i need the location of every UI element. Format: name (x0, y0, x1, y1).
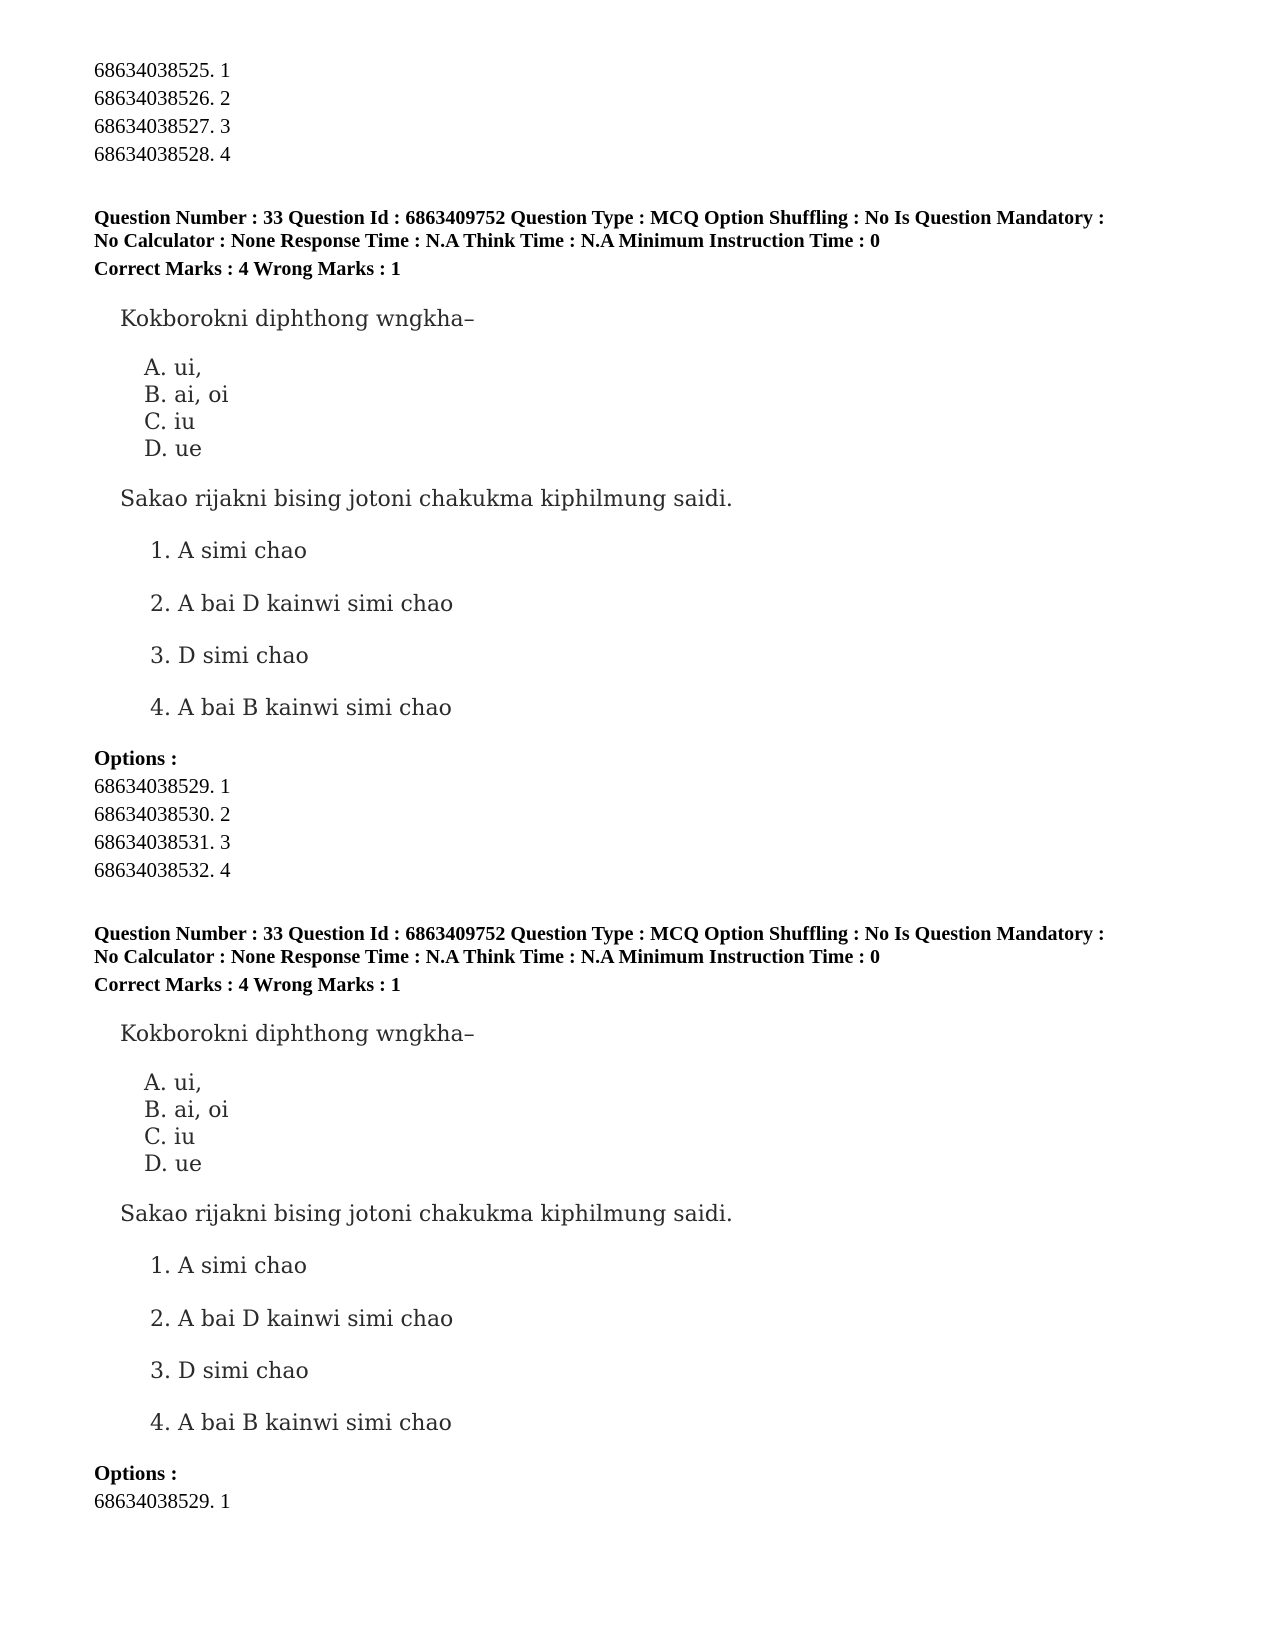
question-item: D. ue (144, 437, 203, 462)
option-line: 68634038527. 3 (94, 114, 231, 138)
options-label: Options : (94, 746, 178, 770)
question-marks: Correct Marks : 4 Wrong Marks : 1 (94, 974, 401, 996)
question-header: No Calculator : None Response Time : N.A Think Time : N.A Minimum Instruction Time : 0 (94, 946, 880, 968)
question-item: A. ui, (144, 356, 203, 381)
answer-choice: 3. D simi chao (150, 644, 309, 669)
question-header: No Calculator : None Response Time : N.A Think Time : N.A Minimum Instruction Time : 0 (94, 230, 880, 252)
answer-choice: 2. A bai D kainwi simi chao (150, 1307, 454, 1332)
option-line: 68634038532. 4 (94, 858, 231, 882)
option-line: 68634038526. 2 (94, 86, 231, 110)
question-marks: Correct Marks : 4 Wrong Marks : 1 (94, 258, 401, 280)
question-header: Question Number : 33 Question Id : 6863409752 Question Type : MCQ Option Shuffling : No Is Question Mandatory : (94, 207, 1105, 229)
answer-choice: 1. A simi chao (150, 1254, 307, 1279)
answer-choice: 3. D simi chao (150, 1359, 309, 1384)
question-stem: Kokborokni diphthong wngkha– (120, 1022, 475, 1047)
answer-choice: 2. A bai D kainwi simi chao (150, 592, 454, 617)
option-line: 68634038525. 1 (94, 58, 231, 82)
question-header: Question Number : 33 Question Id : 6863409752 Question Type : MCQ Option Shuffling : No Is Question Mandatory : (94, 923, 1105, 945)
option-line: 68634038529. 1 (94, 1489, 231, 1513)
option-line: 68634038531. 3 (94, 830, 231, 854)
question-item: B. ai, oi (144, 383, 229, 408)
answer-choice: 4. A bai B kainwi simi chao (150, 1411, 452, 1436)
answer-choice: 4. A bai B kainwi simi chao (150, 696, 452, 721)
question-item: C. iu (144, 410, 196, 435)
question-instruction: Sakao rijakni bising jotoni chakukma kiphilmung saidi. (120, 487, 733, 512)
option-line: 68634038529. 1 (94, 774, 231, 798)
question-item: D. ue (144, 1152, 203, 1177)
options-label: Options : (94, 1461, 178, 1485)
question-instruction: Sakao rijakni bising jotoni chakukma kiphilmung saidi. (120, 1202, 733, 1227)
question-stem: Kokborokni diphthong wngkha– (120, 307, 475, 332)
option-line: 68634038528. 4 (94, 142, 231, 166)
question-item: A. ui, (144, 1071, 203, 1096)
question-item: C. iu (144, 1125, 196, 1150)
question-item: B. ai, oi (144, 1098, 229, 1123)
answer-choice: 1. A simi chao (150, 539, 307, 564)
option-line: 68634038530. 2 (94, 802, 231, 826)
